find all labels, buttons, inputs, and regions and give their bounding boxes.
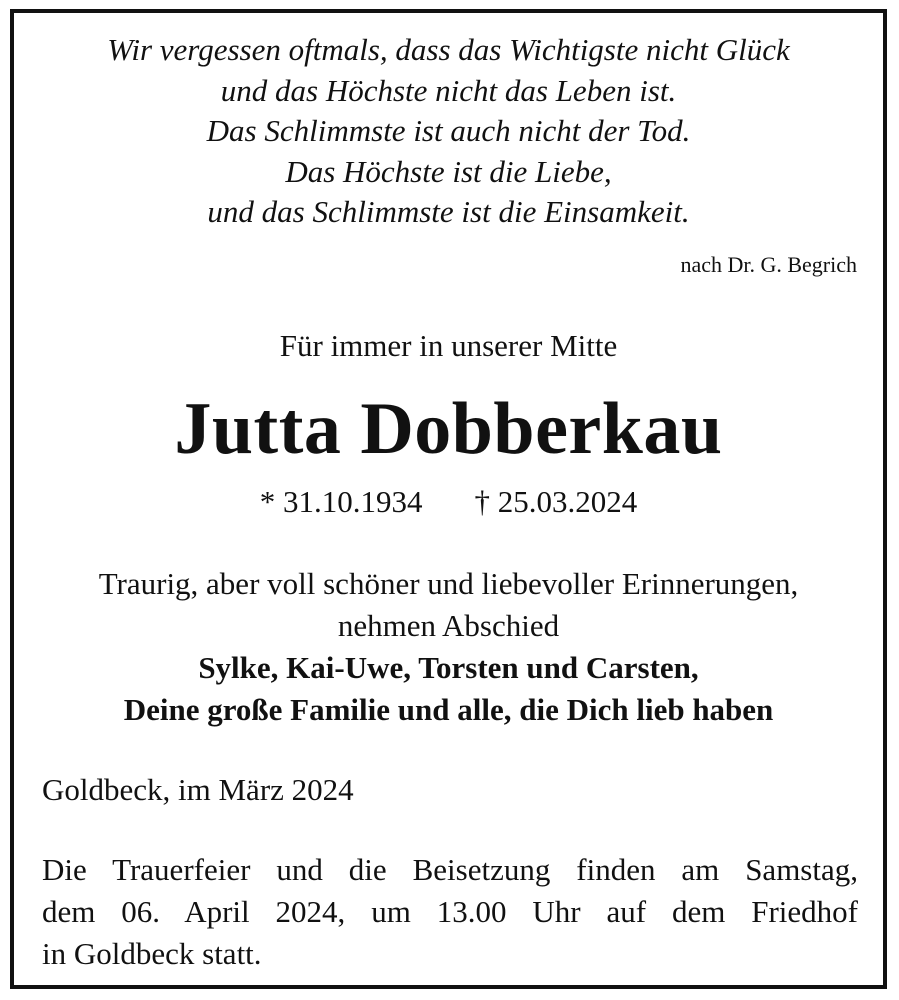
poem-line: Wir vergessen oftmals, dass das Wichtigste nicht Glück <box>107 32 790 67</box>
mourners-line: nehmen Abschied <box>337 608 560 643</box>
poem-line: und das Höchste nicht das Leben ist. <box>220 72 677 108</box>
ceremony-info <box>42 849 858 975</box>
poem <box>14 30 883 233</box>
poem-line: Das Höchste ist die Liebe, <box>285 153 612 189</box>
mourners-block <box>14 563 883 731</box>
deceased-name: Jutta Dobberkau <box>174 388 723 470</box>
birth-date: * 31.10.1934 <box>259 484 423 519</box>
place-and-date: Goldbeck, im März 2024 <box>42 772 354 807</box>
ceremony-line: in Goldbeck statt. <box>42 936 262 971</box>
mourners-line: Traurig, aber voll schöner und liebevoller Erinnerungen, <box>98 566 799 601</box>
ceremony-line: Die Trauerfeier und die Beisetzung finden am Samstag, <box>42 852 858 887</box>
poem-attribution: nach Dr. G. Begrich <box>680 252 857 277</box>
death-date: † 25.03.2024 <box>474 484 638 519</box>
life-dates <box>14 482 883 522</box>
intro-text: Für immer in unserer Mitte <box>279 328 618 363</box>
ceremony-line: dem 06. April 2024, um 13.00 Uhr auf dem Friedhof <box>42 894 858 929</box>
mourners-names: Sylke, Kai-Uwe, Torsten und Carsten, <box>198 650 699 685</box>
mourners-names: Deine große Familie und alle, die Dich lieb haben <box>123 692 774 727</box>
poem-line: und das Schlimmste ist die Einsamkeit. <box>207 194 690 229</box>
poem-line: Das Schlimmste ist auch nicht der Tod. <box>206 113 691 148</box>
